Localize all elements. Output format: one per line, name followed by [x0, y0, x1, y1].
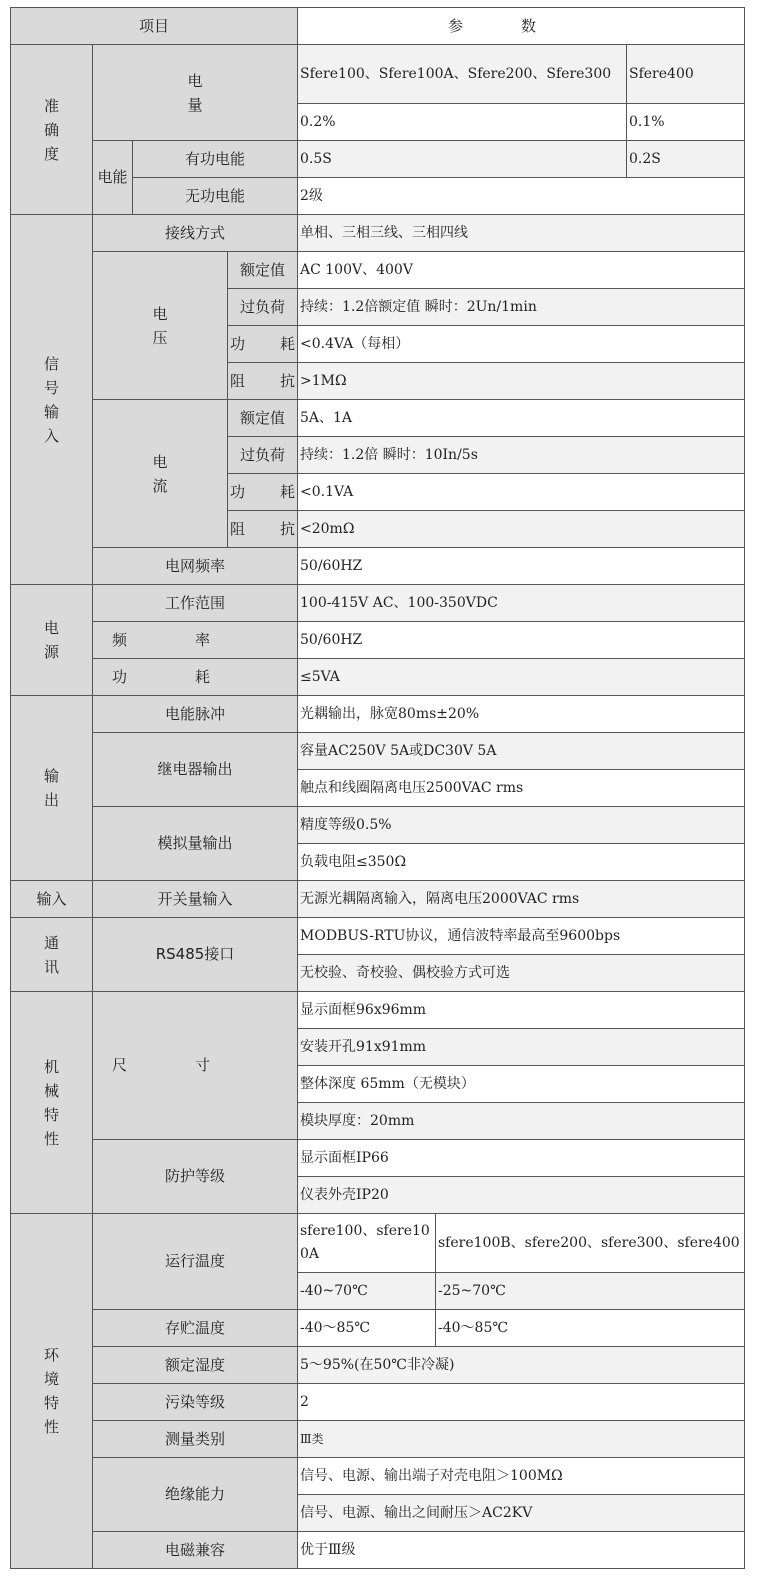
pulse-value: 光耦输出，脉宽80ms±20% — [298, 696, 745, 733]
v-impedance-value: >1MΩ — [298, 363, 745, 400]
meas-cat-label: 测量类别 — [93, 1421, 298, 1458]
protect-value-1: 显示面框IP66 — [298, 1140, 745, 1177]
switch-value: 无源光耦隔离输入，隔离电压2000VAC rms — [298, 881, 745, 918]
models-b: Sfere400 — [627, 45, 745, 104]
comm-group-label: 通讯 — [43, 933, 59, 976]
voltage-text: 电压 — [152, 304, 168, 347]
power-freq-label — [93, 622, 298, 659]
rs485-value-1: MODBUS-RTU协议，通信波特率最高至9600bps — [298, 918, 745, 955]
electricity-text: 电量 — [187, 71, 203, 114]
v-power-value: <0.4VA（每相） — [298, 326, 745, 363]
energy-label: 电能 — [93, 141, 133, 215]
st-temp-label: 存贮温度 — [93, 1310, 298, 1347]
size-value-2: 安装开孔91x91mm — [298, 1029, 745, 1066]
wiring-label: 接线方式 — [93, 215, 298, 252]
pollution-label: 污染等级 — [93, 1384, 298, 1421]
comm-group — [11, 918, 93, 992]
active-energy-label: 有功电能 — [133, 141, 298, 178]
analog-value-2: 负载电阻≤350Ω — [298, 844, 745, 881]
rs485-label: RS485接口 — [93, 918, 298, 992]
protect-value-2: 仪表外壳IP20 — [298, 1177, 745, 1214]
range-value: 100-415V AC、100-350VDC — [298, 585, 745, 622]
emc-label: 电磁兼容 — [93, 1532, 298, 1569]
power-group-label: 电源 — [43, 619, 59, 661]
op-temp-a: -40~70℃ — [298, 1273, 436, 1310]
emc-value: 优于Ⅲ级 — [298, 1532, 745, 1569]
meas-cat-value: Ⅲ类 — [298, 1421, 745, 1458]
protect-label: 防护等级 — [93, 1140, 298, 1214]
mech-group-label: 机械特性 — [43, 1057, 59, 1148]
relay-label: 继电器输出 — [93, 733, 298, 807]
consumption-text: 功耗 — [111, 667, 278, 686]
c-impedance-label: 阻抗 — [228, 511, 298, 548]
range-label: 工作范围 — [93, 585, 298, 622]
elec-accuracy-a: 0.2% — [298, 104, 627, 141]
c-rated-value: 5A、1A — [298, 400, 745, 437]
header-param-text: 参数 — [447, 16, 594, 35]
c-power-value: <0.1VA — [298, 474, 745, 511]
st-temp-b: -40～85℃ — [436, 1310, 745, 1347]
reactive-energy-value: 2级 — [298, 178, 745, 215]
output-group-label: 输出 — [43, 767, 59, 809]
size-label — [93, 992, 298, 1140]
c-power-label: 功耗 — [228, 474, 298, 511]
op-models-a: sfere100、sfere100A — [298, 1214, 436, 1273]
header-item: 项目 — [11, 8, 298, 45]
analog-value-1: 精度等级0.5% — [298, 807, 745, 844]
consumption-value: ≤5VA — [298, 659, 745, 696]
v-impedance-label: 阻抗 — [228, 363, 298, 400]
output-group — [11, 696, 93, 881]
relay-value-2: 触点和线圈隔离电压2500VAC rms — [298, 770, 745, 807]
c-overload-label: 过负荷 — [228, 437, 298, 474]
size-text: 尺寸 — [111, 1056, 278, 1074]
v-rated-value: AC 100V、400V — [298, 252, 745, 289]
signal-group-label: 信号输入 — [43, 354, 59, 445]
grid-freq-value: 50/60HZ — [298, 548, 745, 585]
c-overload-value: 持续：1.2倍 瞬时：10In/5s — [298, 437, 745, 474]
accuracy-group-label: 准确度 — [43, 96, 59, 163]
env-group — [11, 1214, 93, 1569]
power-freq-text: 频率 — [111, 630, 278, 649]
size-value-1: 显示面框96x96mm — [298, 992, 745, 1029]
rs485-value-2: 无校验、奇校验、偶校验方式可选 — [298, 955, 745, 992]
power-freq-value: 50/60HZ — [298, 622, 745, 659]
c-impedance-value: <20mΩ — [298, 511, 745, 548]
size-value-3: 整体深度 65mm（无模块） — [298, 1066, 745, 1103]
active-energy-a: 0.5S — [298, 141, 627, 178]
v-overload-value: 持续：1.2倍额定值 瞬时：2Un/1min — [298, 289, 745, 326]
switch-label: 开关量输入 — [93, 881, 298, 918]
wiring-value: 单相、三相三线、三相四线 — [298, 215, 745, 252]
electricity-label — [93, 45, 298, 141]
header-param — [298, 8, 745, 45]
pulse-label: 电能脉冲 — [93, 696, 298, 733]
current-text: 电流 — [152, 452, 168, 495]
consumption-label — [93, 659, 298, 696]
op-models-b: sfere100B、sfere200、sfere300、sfere400 — [436, 1214, 745, 1273]
models-a: Sfere100、Sfere100A、Sfere200、Sfere300 — [298, 45, 627, 104]
pollution-value: 2 — [298, 1384, 745, 1421]
signal-group — [11, 215, 93, 585]
relay-value-1: 容量AC250V 5A或DC30V 5A — [298, 733, 745, 770]
grid-freq-label: 电网频率 — [93, 548, 298, 585]
env-group-label: 环境特性 — [43, 1346, 59, 1436]
reactive-energy-label: 无功电能 — [133, 178, 298, 215]
op-temp-label: 运行温度 — [93, 1214, 298, 1310]
size-value-4: 模块厚度：20mm — [298, 1103, 745, 1140]
insulation-value-1: 信号、电源、输出端子对壳电阻＞100MΩ — [298, 1458, 745, 1495]
active-energy-b: 0.2S — [627, 141, 745, 178]
analog-label: 模拟量输出 — [93, 807, 298, 881]
op-temp-b: -25~70℃ — [436, 1273, 745, 1310]
input-group: 输入 — [11, 881, 93, 918]
accuracy-group — [11, 45, 93, 215]
insulation-label: 绝缘能力 — [93, 1458, 298, 1532]
v-overload-label: 过负荷 — [228, 289, 298, 326]
spec-table — [10, 7, 745, 1569]
v-power-label: 功耗 — [228, 326, 298, 363]
c-rated-label: 额定值 — [228, 400, 298, 437]
current-label — [93, 400, 228, 548]
v-rated-label: 额定值 — [228, 252, 298, 289]
elec-accuracy-b: 0.1% — [627, 104, 745, 141]
insulation-value-2: 信号、电源、输出之间耐压＞AC2KV — [298, 1495, 745, 1532]
power-group — [11, 585, 93, 696]
humidity-value: 5～95%(在50℃非冷凝) — [298, 1347, 745, 1384]
st-temp-a: -40～85℃ — [298, 1310, 436, 1347]
humidity-label: 额定湿度 — [93, 1347, 298, 1384]
mech-group — [11, 992, 93, 1214]
voltage-label — [93, 252, 228, 400]
